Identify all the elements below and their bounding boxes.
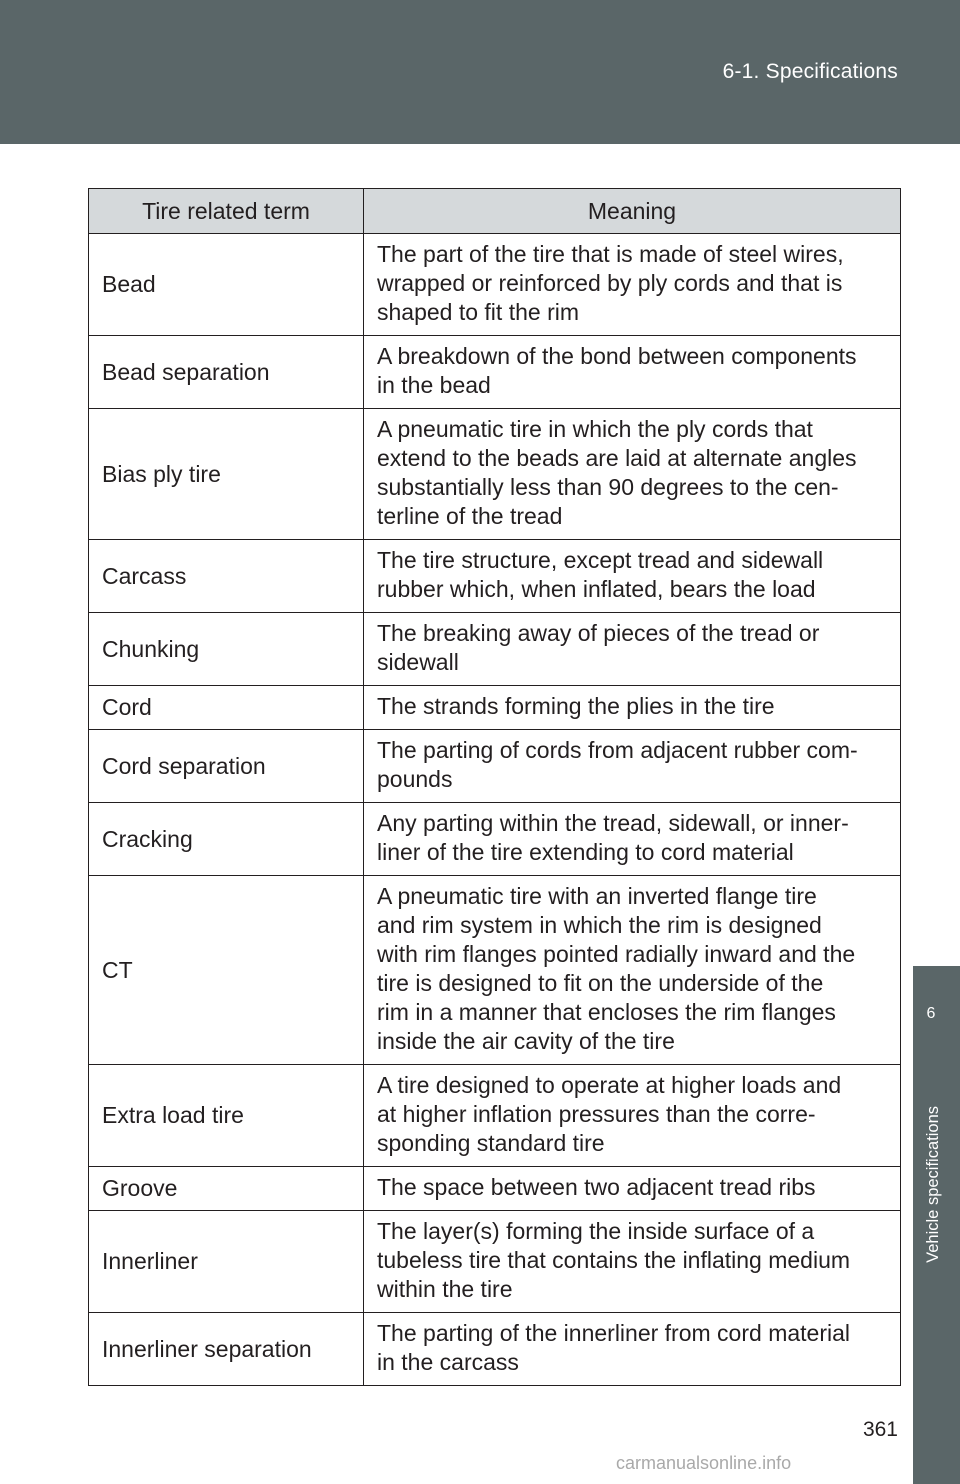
meaning-line: and rim system in which the rim is designed bbox=[377, 912, 822, 938]
meaning-line: with rim flanges pointed radially inward and the bbox=[377, 941, 856, 967]
meaning-line: The layer(s) forming the inside surface of a bbox=[377, 1218, 815, 1244]
term-cell: CT bbox=[89, 876, 364, 1065]
meaning-line: at higher inflation pressures than the corre- bbox=[377, 1101, 816, 1127]
meaning-line: inside the air cavity of the tire bbox=[377, 1028, 675, 1054]
meaning-line: The part of the tire that is made of steel wires, bbox=[377, 241, 844, 267]
meaning-line: The strands forming the plies in the tire bbox=[377, 693, 775, 719]
table-row bbox=[89, 1065, 901, 1167]
meaning-line: A pneumatic tire with an inverted flange tire bbox=[377, 883, 817, 909]
table-row bbox=[89, 730, 901, 803]
meaning-cell bbox=[364, 409, 901, 540]
meaning-line: A breakdown of the bond between components bbox=[377, 343, 857, 369]
term-cell: Bias ply tire bbox=[89, 409, 364, 540]
meaning-line: substantially less than 90 degrees to the cen- bbox=[377, 474, 839, 500]
section-title: 6-1. Specifications bbox=[722, 60, 898, 83]
meaning-cell bbox=[364, 1167, 901, 1211]
table-row bbox=[89, 540, 901, 613]
meaning-text bbox=[377, 730, 890, 802]
chapter-label-wrap bbox=[918, 1075, 948, 1293]
meaning-line: pounds bbox=[377, 766, 453, 792]
meaning-cell bbox=[364, 336, 901, 409]
term-cell: Cracking bbox=[89, 803, 364, 876]
meaning-text bbox=[377, 234, 890, 335]
meaning-line: The tire structure, except tread and sidewall bbox=[377, 547, 824, 573]
table-row bbox=[89, 876, 901, 1065]
meaning-text bbox=[377, 876, 890, 1064]
table-row bbox=[89, 613, 901, 686]
chapter-number: 6 bbox=[926, 1005, 936, 1022]
meaning-cell bbox=[364, 1211, 901, 1313]
term-cell: Innerliner bbox=[89, 1211, 364, 1313]
table-row bbox=[89, 409, 901, 540]
meaning-line: sidewall bbox=[377, 649, 459, 675]
meaning-line: within the tire bbox=[377, 1276, 513, 1302]
column-header-meaning: Meaning bbox=[364, 189, 901, 234]
meaning-cell bbox=[364, 540, 901, 613]
meaning-line: tubeless tire that contains the inflating medium bbox=[377, 1247, 851, 1273]
meaning-line: wrapped or reinforced by ply cords and that is bbox=[377, 270, 843, 296]
chapter-label: Vehicle specifications bbox=[923, 1105, 942, 1263]
page-number: 361 bbox=[862, 1418, 898, 1441]
meaning-cell bbox=[364, 1313, 901, 1386]
meaning-line: in the bead bbox=[377, 372, 491, 398]
meaning-text bbox=[377, 686, 890, 729]
table-row bbox=[89, 1211, 901, 1313]
meaning-line: A tire designed to operate at higher loads and bbox=[377, 1072, 842, 1098]
meaning-line: rim in a manner that encloses the rim flanges bbox=[377, 999, 836, 1025]
meaning-text bbox=[377, 409, 890, 539]
term-cell: Innerliner separation bbox=[89, 1313, 364, 1386]
meaning-cell bbox=[364, 803, 901, 876]
meaning-cell bbox=[364, 730, 901, 803]
term-cell: Extra load tire bbox=[89, 1065, 364, 1167]
term-cell: Groove bbox=[89, 1167, 364, 1211]
table-row bbox=[89, 336, 901, 409]
table-header-row bbox=[89, 189, 901, 234]
meaning-line: The parting of the innerliner from cord material bbox=[377, 1320, 850, 1346]
meaning-text bbox=[377, 1313, 890, 1385]
table-row bbox=[89, 234, 901, 336]
term-cell: Cord bbox=[89, 686, 364, 730]
meaning-line: shaped to fit the rim bbox=[377, 299, 579, 325]
meaning-line: liner of the tire extending to cord material bbox=[377, 839, 794, 865]
meaning-text bbox=[377, 1211, 890, 1312]
table-row bbox=[89, 686, 901, 730]
meaning-text bbox=[377, 803, 890, 875]
meaning-line: in the carcass bbox=[377, 1349, 519, 1375]
meaning-line: rubber which, when inflated, bears the load bbox=[377, 576, 816, 602]
table-row bbox=[89, 1167, 901, 1211]
meaning-cell bbox=[364, 1065, 901, 1167]
meaning-line: The space between two adjacent tread ribs bbox=[377, 1174, 816, 1200]
term-cell: Chunking bbox=[89, 613, 364, 686]
meaning-line: The breaking away of pieces of the tread or bbox=[377, 620, 820, 646]
term-cell: Bead separation bbox=[89, 336, 364, 409]
term-cell: Cord separation bbox=[89, 730, 364, 803]
meaning-line: tire is designed to fit on the underside of the bbox=[377, 970, 824, 996]
meaning-cell bbox=[364, 876, 901, 1065]
meaning-cell bbox=[364, 613, 901, 686]
meaning-line: The parting of cords from adjacent rubber com- bbox=[377, 737, 858, 763]
meaning-text bbox=[377, 1065, 890, 1166]
tire-terms-table bbox=[88, 188, 901, 1386]
watermark: carmanualsonline.info bbox=[616, 1453, 792, 1473]
table-row bbox=[89, 803, 901, 876]
meaning-line: A pneumatic tire in which the ply cords that bbox=[377, 416, 813, 442]
table-row bbox=[89, 1313, 901, 1386]
meaning-text bbox=[377, 540, 890, 612]
meaning-line: Any parting within the tread, sidewall, or inner- bbox=[377, 810, 849, 836]
meaning-line: sponding standard tire bbox=[377, 1130, 605, 1156]
meaning-line: extend to the beads are laid at alternate angles bbox=[377, 445, 857, 471]
column-header-term: Tire related term bbox=[89, 189, 364, 234]
term-cell: Bead bbox=[89, 234, 364, 336]
meaning-text bbox=[377, 613, 890, 685]
meaning-text bbox=[377, 336, 890, 408]
meaning-cell bbox=[364, 686, 901, 730]
meaning-line: terline of the tread bbox=[377, 503, 563, 529]
meaning-text bbox=[377, 1167, 890, 1210]
term-cell: Carcass bbox=[89, 540, 364, 613]
meaning-cell bbox=[364, 234, 901, 336]
